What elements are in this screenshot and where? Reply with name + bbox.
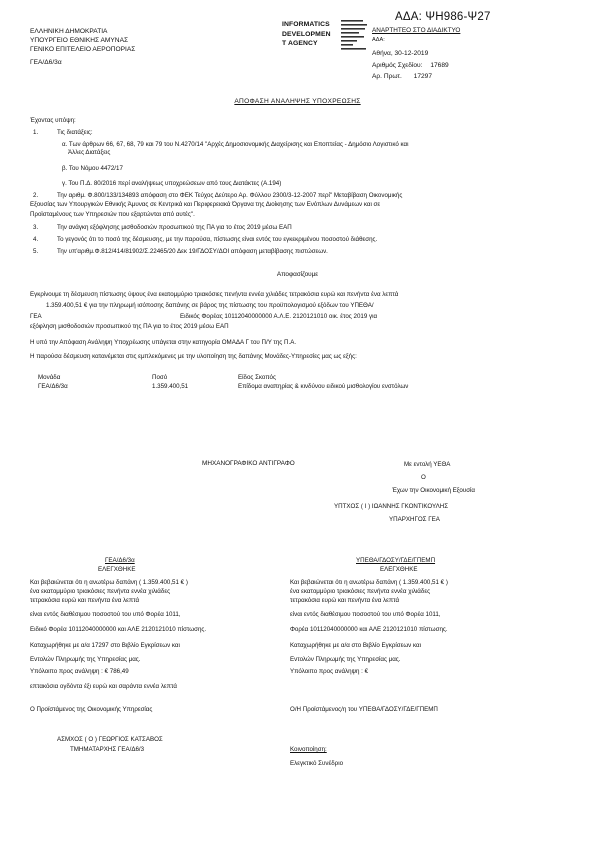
alloc-header-kind: Είδος Σκοπός xyxy=(238,374,276,381)
item-text: Τις διατάξεις: xyxy=(57,129,93,136)
left-check-signer-title: ΤΜΗΜΑΤΑΡΧΗΣ ΓΕΑ/Δ6/3 xyxy=(70,746,145,753)
posting-stamp-ada: ΑΔΑ: xyxy=(372,37,385,43)
left-check-text: τετρακόσια ευρώ και πενήντα ένα λεπτά xyxy=(30,597,140,604)
right-check-text: Και βεβαιώνεται ότι η ανωτέρω δαπάνη ( 1.359.400,51 € ) xyxy=(290,579,448,586)
left-check-text: ένα εκατομμύριο τριακόσιες πενήντα εννέα χιλιάδες xyxy=(30,588,171,595)
left-check-text: Ειδικό Φορέα 10112040000000 και ΑΛΕ 2120121010 πίστωσης. xyxy=(30,626,207,633)
agency-logo-text xyxy=(282,20,342,49)
item-text: Το γεγονός ότι το ποσό της δέσμευσης, με την παρούσα, πίστωσης είναι εντός του εγκεκριμένου ποσοστού διάθεσης. xyxy=(57,236,378,243)
left-check-text: επτακόσια ογδόντα έξι ευρώ και σαράντα εννέα λεπτά xyxy=(30,683,177,690)
right-check-unit: ΥΠΕΘΑ/ΓΔΟΣΥ/ΓΔΕ/ΓΠΕΜΠ xyxy=(356,557,436,564)
left-check-unit: ΓΕΑ/Δ6/3α xyxy=(105,557,135,564)
issuer-line: ΥΠΟΥΡΓΕΙΟ ΕΘΝΙΚΗΣ ΑΜΥΝΑΣ xyxy=(30,37,129,44)
issuer-line: ΕΛΛΗΝΙΚΗ ΔΗΜΟΚΡΑΤΙΑ xyxy=(30,28,108,35)
protocol-number-value: 17297 xyxy=(413,73,433,80)
alloc-header-amount: Ποσό xyxy=(152,374,168,381)
item-number: 4. xyxy=(33,236,39,243)
plan-number xyxy=(372,62,449,70)
signatory-name: ΥΠΤΧΟΣ ( Ι ) ΙΩΑΝΝΗΣ ΓΚΟΝΤΙΚΟΥΛΗΣ xyxy=(334,503,449,510)
sign-line: Με εντολή ΥΕΘΑ xyxy=(404,461,451,468)
body-text: Η παρούσα δέσμευση κατανέμεται στις εμπλεκόμενες με την υλοποίηση της δαπάνης Μονάδες-Υπηρεσίες μας ως εξής: xyxy=(30,353,357,360)
right-check-text: τετρακόσια ευρώ και πενήντα ένα λεπτά xyxy=(290,597,400,604)
body-text: 1.359.400,51 € για την πληρωμή ισόποσης δαπάνης σε βάρος της πίστωσης του προϋπολογισμού εξόδων του ΥΠΕΘΑ/ xyxy=(46,302,374,309)
document-title: ΑΠΟΦΑΣΗ ΑΝΑΛΗΨΗΣ ΥΠΟΧΡΕΩΣΗΣ xyxy=(234,98,361,105)
agency-line: DEVELOPMEN xyxy=(282,30,331,38)
item-text: Άλλες Διατάξεις xyxy=(68,149,111,156)
right-check-text: Υπόλοιπο προς ανάληψη : € xyxy=(290,668,369,675)
item-text: Εξουσίας των Υπουργικών Εθνικής Άμυνας σε Κεντρικά και Περιφερειακά Όργανα της Διοίκησης των Ενόπλων Δυνάμεων και σε xyxy=(30,201,381,208)
posting-stamp-title: ΑΝΑΡΤΗΤΕΟ ΣΤΟ ΔΙΑΔΙΚΤΥΟ xyxy=(372,27,461,34)
item-number: 3. xyxy=(33,224,39,231)
left-check-text: Εντολών Πληρωμής της Υπηρεσίας μας. xyxy=(30,656,141,663)
notification-recipient: Ελεγκτικό Συνέδριο xyxy=(290,760,344,767)
left-check-signer-name: ΑΣΜΧΟΣ ( Ο ) ΓΕΩΡΓΙΟΣ ΚΑΤΣΑΒΟΣ xyxy=(57,736,163,743)
issue-date: Αθήνα, 30-12-2019 xyxy=(372,50,429,57)
plan-number-value: 17689 xyxy=(430,62,449,69)
item-number: 1. xyxy=(33,129,39,136)
item-text: Την υπ'αριθμ.Φ.812/414/81902/Σ.22465/20 Δεκ 19/ΓΔΟΣΥ/ΔΟΙ απόφαση μεταβίβασης πιστώσεων. xyxy=(57,248,328,255)
item-text: Την αριθμ. Φ.800/133/134893 απόφαση στο ΦΕΚ Τεύχος Δεύτερο Αρ. Φύλλου 2300/3-12-2007 περί" Μεταβίβαση Οικονομικής xyxy=(57,192,403,199)
item-text: α. Των άρθρων 66, 67, 68, 79 και 79 του Ν.4270/14 "Αρχές Δημοσιονομικής Διαχείρισης και Εποπτείας - Δημόσιο Λογιστικό και xyxy=(62,141,409,148)
body-text: Ειδικός Φορέας 10112040000000 Α.Λ.Ε. 2120121010 οικ. έτος 2019 για xyxy=(180,313,378,320)
item-text: Προϊσταμένους των Υπηρεσιών που εξαρτώνται από αυτές". xyxy=(30,211,195,218)
left-check-text: Και βεβαιώνεται ότι η ανωτέρω δαπάνη ( 1.359.400,51 € ) xyxy=(30,579,188,586)
body-text: ΓΕΑ xyxy=(30,313,42,320)
issuer-line: ΓΕΝΙΚΟ ΕΠΙΤΕΛΕΙΟ ΑΕΡΟΠΟΡΙΑΣ xyxy=(30,46,136,53)
item-text: Την ανάγκη εξόφλησης μισθοδοσιών προσωπικού της ΠΑ για το έτος 2019 μέσω ΕΑΠ xyxy=(57,224,292,231)
left-check-text: Υπόλοιπο προς ανάληψη : € 786,49 xyxy=(30,668,129,675)
signatory-title: ΥΠΑΡΧΗΓΟΣ ΓΕΑ xyxy=(389,516,440,523)
issuer-line: ΓΕΑ/Δ6/3α xyxy=(30,59,62,66)
machine-copy-label: ΜΗΧΑΝΟΓΡΑΦΙΚΟ ΑΝΤΙΓΡΑΦΟ xyxy=(202,460,295,467)
right-check-status: ΕΛΕΓΧΘΗΚΕ xyxy=(380,566,418,573)
ada-code: ΑΔΑ: ΨΗ986-Ψ27 xyxy=(395,11,491,23)
alloc-unit: ΓΕΑ/Δ6/3α xyxy=(38,383,68,390)
right-check-signer-role: Ο/Η Προϊστάμενος/η του ΥΠΕΘΑ/ΓΔΟΣΥ/ΓΔΕ/ΓΠΕΜΠ xyxy=(290,706,438,713)
left-check-text: Καταχωρήθηκε με α/α 17297 στο Βιβλίο Εγκρίσεων και xyxy=(30,642,180,649)
left-check-signer-role: Ο Προϊστάμενος της Οικονομικής Υπηρεσίας xyxy=(30,706,153,713)
agency-line: INFORMATICS xyxy=(282,21,330,28)
plan-number-label: Αριθμός Σχεδίου: xyxy=(372,62,423,69)
right-check-text: Εντολών Πληρωμής της Υπηρεσίας μας. xyxy=(290,656,401,663)
item-number: 5. xyxy=(33,248,39,255)
left-check-status: ΕΛΕΓΧΘΗΚΕ xyxy=(98,566,136,573)
item-text: β. Του Νόμου 4472/17 xyxy=(62,165,123,172)
sign-line: Έχων την Οικονομική Εξουσία xyxy=(392,487,475,494)
right-check-text: ένα εκατομμύριο τριακόσιες πενήντα εννέα χιλιάδες xyxy=(290,588,431,595)
having-in-mind: Έχοντας υπόψη: xyxy=(30,117,76,124)
body-text: Η υπό την Απόφαση Ανάληψη Υποχρέωσης υπάγεται στην κατηγορία ΟΜΑΔΑ Γ του Π/Υ της Π.Α. xyxy=(30,339,297,346)
right-check-text: Φορέα 10112040000000 και ΑΛΕ 2120121010 πίστωσης. xyxy=(290,626,448,633)
decide-heading: Αποφασίζουμε xyxy=(276,271,319,278)
protocol-number xyxy=(372,73,432,81)
alloc-header-unit: Μονάδα xyxy=(38,374,61,381)
alloc-amount: 1.359.400,51 xyxy=(152,383,189,390)
notification-title: Κοινοποίηση: xyxy=(290,746,327,753)
body-text: Εγκρίνουμε τη δέσμευση πίστωσης ύψους ένα εκατομμύριο τριακόσιες πενήντα εννέα χιλιάδες τετρακόσια ευρώ και πενήντα ένα λεπτά xyxy=(30,291,399,298)
alloc-kind: Επίδομα αναπηρίας & κινδύνου ειδικού μισθολογίου ενστόλων xyxy=(238,383,409,390)
right-check-text: Καταχωρήθηκε με α/α στο Βιβλίο Εγκρίσεων και xyxy=(290,642,421,649)
body-text: εξόφληση μισθοδοσιών προσωπικού της ΠΑ για το έτος 2019 μέσω ΕΑΠ xyxy=(30,323,229,330)
issuer-header xyxy=(30,27,135,67)
agency-line: T AGENCY xyxy=(282,40,318,47)
item-number: 2. xyxy=(33,192,39,199)
item-text: γ. Του Π.Δ. 80/2016 περί αναλήψεως υποχρεώσεων από τους Διατάκτες (Α.194) xyxy=(62,180,282,187)
sign-line: Ο xyxy=(421,474,426,481)
left-check-text: είναι εντός διαθέσιμου ποσοστού του υπό Φορέα 1011, xyxy=(30,611,181,618)
protocol-number-label: Αρ. Πρωτ. xyxy=(372,73,402,80)
right-check-text: είναι εντός διαθέσιμου ποσοστού του υπό Φορέα 1011, xyxy=(290,611,441,618)
